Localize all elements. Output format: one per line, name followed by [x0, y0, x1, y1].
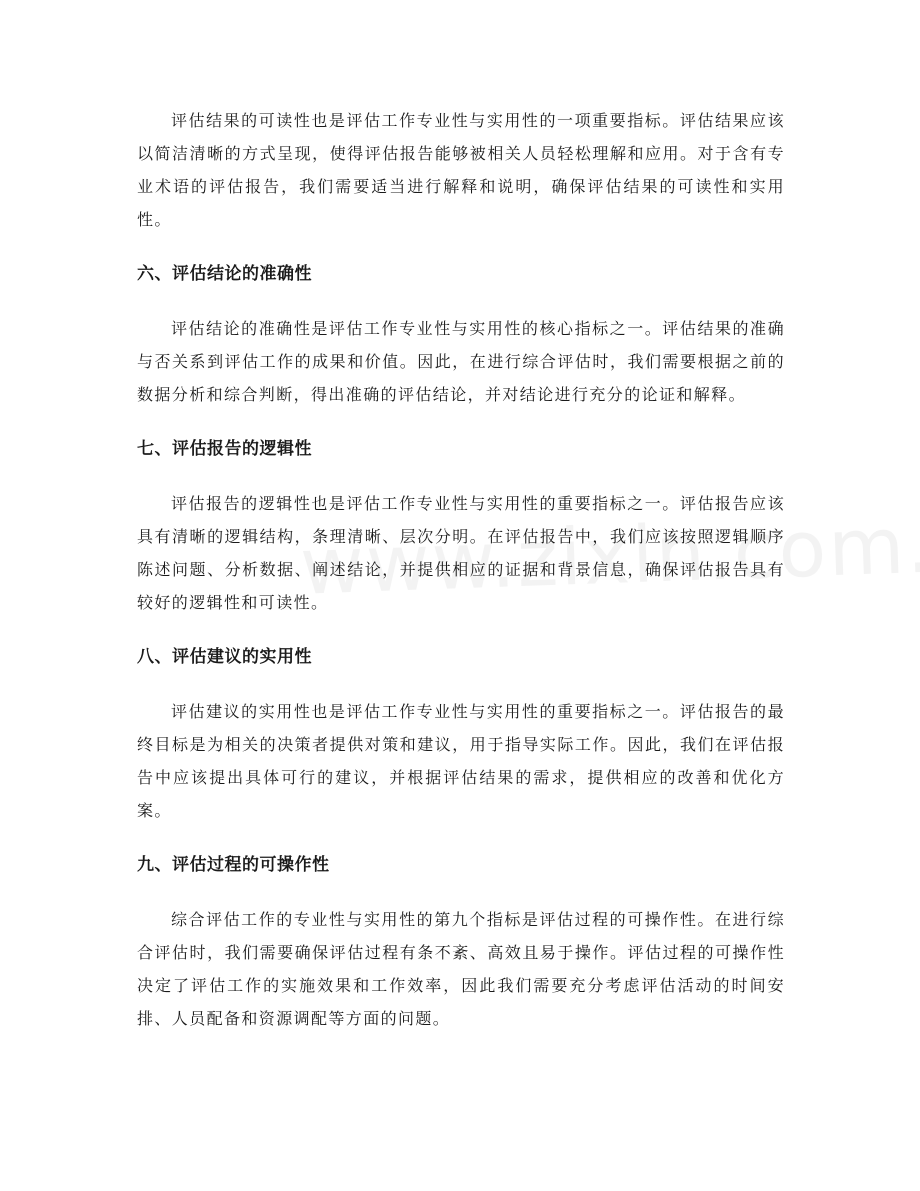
paragraph-practicality: 评估建议的实用性也是评估工作专业性与实用性的重要指标之一。评估报告的最终目标是为相关的决策者提供对策和建议，用于指导实际工作。因此，我们在评估报告中应该提出具体可行的建议，并根据评估结果的需求，提供相应的改善和优化方案。	[137, 702, 785, 820]
document-body	[137, 104, 785, 1057]
heading-accuracy: 六、评估结论的准确性	[137, 264, 312, 284]
paragraph-accuracy: 评估结论的准确性是评估工作专业性与实用性的核心指标之一。评估结果的准确与否关系到评估工作的成果和价值。因此，在进行综合评估时，我们需要根据之前的数据分析和综合判断，得出准确的评估结论，并对结论进行充分的论证和解释。	[137, 319, 785, 404]
heading-practicality: 八、评估建议的实用性	[137, 647, 312, 667]
paragraph-logic: 评估报告的逻辑性也是评估工作专业性与实用性的重要指标之一。评估报告应该具有清晰的逻辑结构，条理清晰、层次分明。在评估报告中，我们应该按照逻辑顺序陈述问题、分析数据、阐述结论，并提供相应的证据和背景信息，确保评估报告具有较好的逻辑性和可读性。	[137, 494, 785, 612]
heading-logic: 七、评估报告的逻辑性	[137, 439, 312, 459]
heading-operability: 九、评估过程的可操作性	[137, 855, 330, 875]
paragraph-readability: 评估结果的可读性也是评估工作专业性与实用性的一项重要指标。评估结果应该以简洁清晰的方式呈现，使得评估报告能够被相关人员轻松理解和应用。对于含有专业术语的评估报告，我们需要适当进行解释和说明，确保评估结果的可读性和实用性。	[137, 111, 785, 229]
paragraph-operability: 综合评估工作的专业性与实用性的第九个指标是评估过程的可操作性。在进行综合评估时，我们需要确保评估过程有条不紊、高效且易于操作。评估过程的可操作性决定了评估工作的实施效果和工作效率，因此我们需要充分考虑评估活动的时间安排、人员配备和资源调配等方面的问题。	[137, 910, 785, 1028]
